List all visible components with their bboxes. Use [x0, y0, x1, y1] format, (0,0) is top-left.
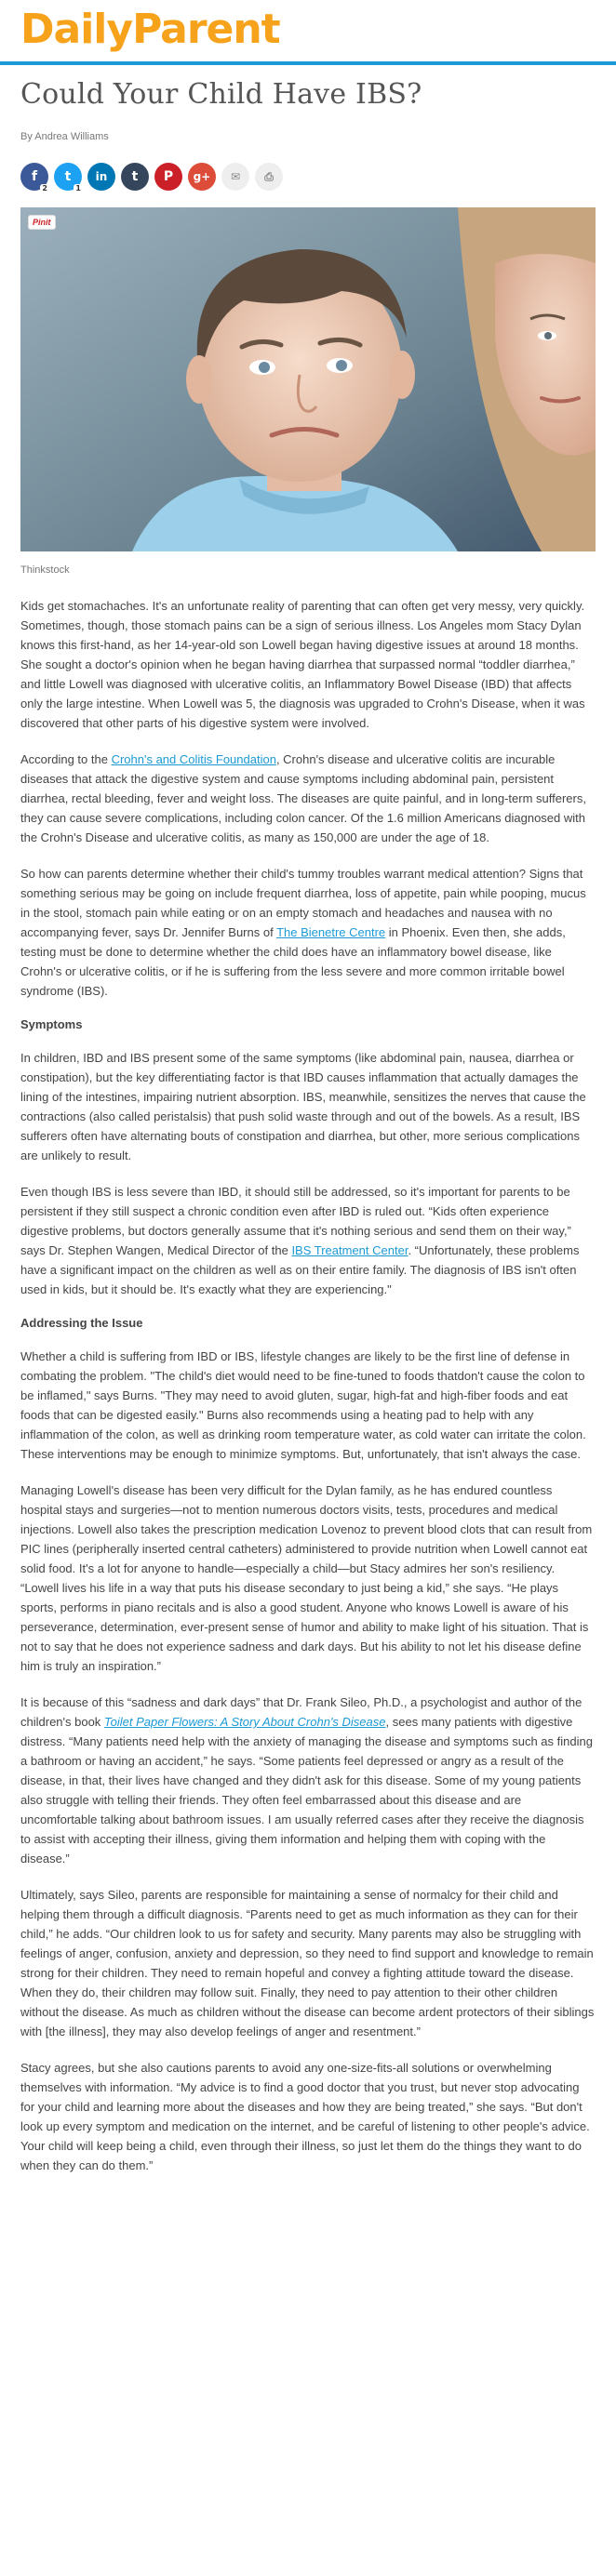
print-button[interactable]	[255, 163, 283, 191]
logo-word-daily: Daily	[20, 6, 133, 53]
crohns-colitis-foundation-link[interactable]: Crohn's and Colitis Foundation	[111, 752, 276, 766]
print-icon: ⎙	[264, 169, 274, 183]
article	[0, 78, 616, 2175]
facebook-share-button[interactable]	[20, 163, 48, 191]
article-paragraph-2: According to the Crohn's and Colitis Foundation, Crohn's disease and ulcerative colitis are incurable diseases that attack the digestive system and cause symptoms including abdominal pain, persistent diarrhea, rectal bleeding, fever and weight loss. The diseases are quite painful, and in long-term sufferers, they can cause severe complications, including colon cancer. Of the 1.6 million Americans diagnosed with the Crohn's Disease and ulcerative colitis, as many as 150,000 are under the age of 18.	[20, 752, 586, 844]
facebook-icon: f	[31, 169, 38, 184]
article-paragraph-8: It is because of this “sadness and dark days” that Dr. Frank Sileo, Ph.D., a psychologist and author of the children's book Toilet Paper Flowers: A Story About Crohn's Disease, sees many patients with digestive distress. “Many patients need help with the anxiety of managing the disease and symptoms such as finding a bathroom or having an accident,” he says. “Some patients feel depressed or angry as a result of the disease, in that, their lives have changed and they didn't ask for this disease. Some of my young patients also struggle with telling their friends. They often feel embarrassed about this disease and are uncomfortable talking about bathroom issues. I am usually referred cases after they receive the diagnosis to assist with accepting their illness, giving them information and helping them with coping with the disease.”	[20, 1695, 593, 1866]
article-byline: By Andrea Williams	[20, 131, 109, 142]
site-header	[0, 0, 616, 65]
article-paragraph-9: Ultimately, says Sileo, parents are responsible for maintaining a sense of normalcy for their child and helping them through a difficult diagnosis. “Parents need to get as much information as they can for their child,” he adds. “Our children look to us for safety and security. Many parents may also be struggling with feelings of anger, confusion, anxiety and depression, so they need to find support and knowledge to remain strong for their children. They need to remain hopeful and convey a fighting attitude toward the disease. When they do, their children may follow suit. Finally, they need to pay attention to their other children without the disease. As much as children without the disease can become ardent protectors of their siblings with [the illness], they may also develop feelings of anger and resentment.”	[20, 1888, 595, 2038]
photo-credit: Thinkstock	[20, 564, 70, 576]
hero-image	[20, 207, 596, 551]
article-paragraph-3: So how can parents determine whether their child's tummy troubles warrant medical attention? Signs that something serious may be going on include frequent diarrhea, loss of appetite, pain while pooping, mucus in the stool, stomach pain while eating or on an empty stomach and headaches and nausea with no accompanying fever, says Dr. Jennifer Burns of The Bienetre Centre in Phoenix. Even then, she adds, testing must be done to determine whether the child does have an inflammatory bowel disease, like Crohn's or ulcerative colitis, or if he is suffering from the less severe and more common irritable bowel syndrome (IBS).	[20, 867, 586, 998]
logo-word-parent: Parent	[132, 6, 280, 53]
twitter-share-button[interactable]	[54, 163, 82, 191]
hero-photo-illustration	[20, 207, 596, 551]
facebook-share-count: 2	[42, 184, 47, 193]
pinterest-share-button[interactable]	[154, 163, 182, 191]
googleplus-share-button[interactable]	[188, 163, 216, 191]
linkedin-icon: in	[95, 170, 108, 183]
tumblr-icon: t	[131, 169, 139, 184]
share-bar	[20, 163, 596, 191]
section-heading-addressing: Addressing the Issue	[20, 1316, 143, 1330]
article-paragraph-4: In children, IBD and IBS present some of the same symptoms (like abdominal pain, nausea, diarrhea or constipation), but the key differentiating factor is that IBD causes inflammation that actually damages the lining of the intestines, impairing nutrient absorption. IBS, meanwhile, sensitizes the nerves that cause the contractions (also called peristalsis) that push solid waste through and out of the bowels. As a result, IBS sufferers often have alternating bouts of constipation and diarrhea, but other, more serious complications are unlikely to result.	[20, 1051, 586, 1162]
pinit-button[interactable]: Pinit	[28, 215, 56, 230]
article-title: Could Your Child Have IBS?	[20, 78, 422, 111]
section-heading-symptoms: Symptoms	[20, 1017, 83, 1031]
linkedin-share-button[interactable]	[87, 163, 115, 191]
pinterest-icon: P	[163, 169, 174, 184]
article-paragraph-7: Managing Lowell's disease has been very difficult for the Dylan family, as he has endured countless hospital stays and surgeries—not to mention numerous doctors visits, tests, procedures and medical injections. Lowell also takes the prescription medication Lovenoz to prevent blood clots that can result from PIC lines (peripherally inserted central catheters) administered to provide nutrition when Lowell cannot eat solid food. It's a lot for anyone to handle—especially a child—but Stacy admires her son's resiliency. “Lowell lives his life in a way that puts his disease secondary to just being a kid,” she says. “He plays sports, performs in piano recitals and is also a good student. Anyone who knows Lowell is aware of his perseverance, determination, ever-present sense of humor and ability to make light of his situation. That is not to say that he does not experience sadness and dark days. But his ability to not let his disease define him is truly an inspiration.”	[20, 1483, 593, 1673]
bienetre-centre-link[interactable]: The Bienetre Centre	[276, 925, 386, 939]
twitter-icon: t	[64, 169, 72, 184]
article-paragraph-6: Whether a child is suffering from IBD or IBS, lifestyle changes are likely to be the first line of defense in combating the problem. "The child's diet would need to be fine-tuned to foods thatdon't cause the colon to be inflamed," says Burns. "They may need to avoid gluten, sugar, high-fat and high-fiber foods and eat foods that can be digested easily." Burns also recommends using a heating pad to help with any inflammation of the colon, as well as drinking room temperature water, as cold water can irritate the colon. These interventions may be enough to minimize symptoms. But, unfortunately, that isn't always the case.	[20, 1349, 586, 1461]
googleplus-icon: g+	[193, 170, 211, 183]
ibs-treatment-center-link[interactable]: IBS Treatment Center	[291, 1243, 408, 1257]
article-paragraph-5: Even though IBS is less severe than IBD, it should still be addressed, so it's important for parents to be persistent if they still suspect a chronic condition even after IBD is ruled out. “Kids often experience digestive problems, but doctors generally assume that it's nothing serious and send them on their way,” says Dr. Stephen Wangen, Medical Director of the IBS Treatment Center. “Unfortunately, these problems have a significant impact on the children as well as on their entire family. The diagnosis of IBS isn't often used in kids, but it should be. It's exactly what they are experiencing."	[20, 1185, 580, 1296]
article-paragraph-1: Kids get stomachaches. It's an unfortunate reality of parenting that can often get very messy, very quickly. Sometimes, though, those stomach pains can be a sign of serious illness. Los Angeles mom Stacy Dylan knows this first-hand, as her 14-year-old son Lowell began having digestive issues at around 18 months. She sought a doctor's opinion when he began having diarrhea that surpassed normal “toddler diarrhea,” and little Lowell was diagnosed with ulcerative colitis, an Inflammatory Bowel Disease (IBD) that affects only the large intestine. When Lowell was 5, the diagnosis was upgraded to Crohn's Disease, when it was discovered that other parts of his digestive system were involved.	[20, 599, 585, 730]
email-icon: ✉	[230, 170, 241, 183]
article-paragraph-10: Stacy agrees, but she also cautions parents to avoid any one-size-fits-all solutions or overwhelming themselves with information. “My advice is to find a good doctor that you trust, but never stop advocating for your child and learning more about the diseases and how they are being treated,” she says. “But don't look up every symptom and medication on the internet, and be careful of listening to other people's advice. Your child will keep being a child, even through their illness, so just let them do the things they want to do when they can do them.”	[20, 2061, 590, 2172]
email-share-button[interactable]	[221, 163, 249, 191]
tumblr-share-button[interactable]	[121, 163, 149, 191]
site-logo[interactable]	[20, 4, 280, 56]
toilet-paper-flowers-book-link[interactable]: Toilet Paper Flowers: A Story About Crohn's Disease	[103, 1715, 386, 1729]
twitter-share-count: 1	[75, 184, 81, 193]
